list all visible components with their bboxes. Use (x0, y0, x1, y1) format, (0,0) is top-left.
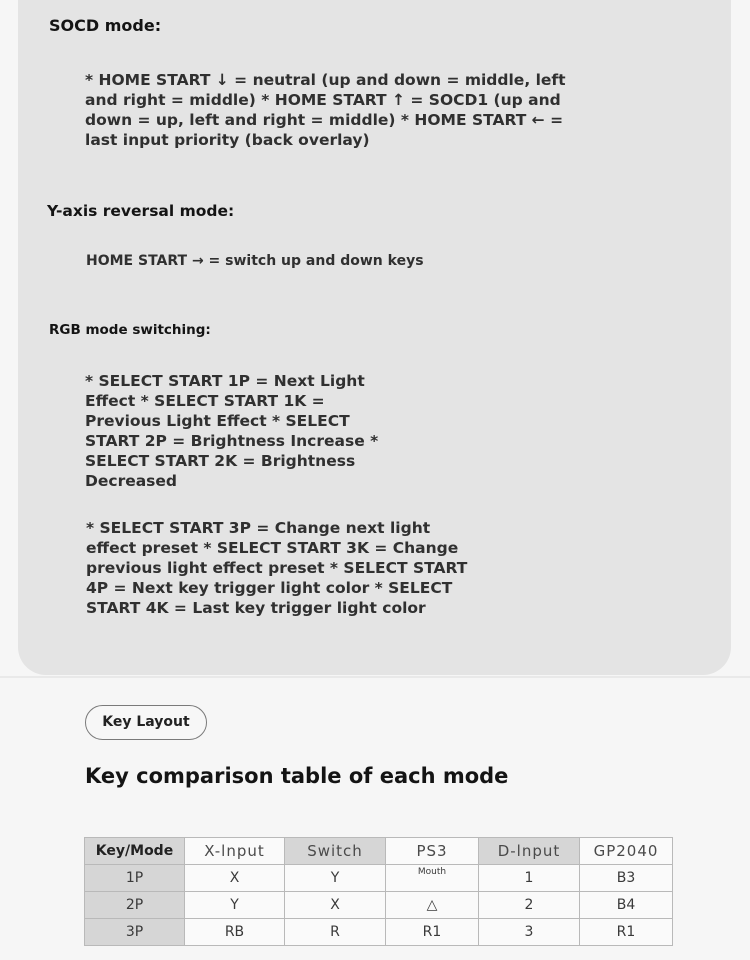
table-row (85, 865, 673, 892)
rgb2-line-2: effect preset * SELECT START 3K = Change (86, 539, 459, 557)
cell-switch: R (285, 919, 386, 946)
table-row (85, 892, 673, 919)
cell-ps3: Mouth (386, 865, 479, 892)
cell-d-input: 2 (479, 892, 580, 919)
row-key: 2P (85, 892, 185, 919)
rgb1-line-2: Effect * SELECT START 1K = (85, 392, 325, 410)
table-row (85, 919, 673, 946)
section-divider (0, 676, 750, 678)
rgb1-line-1: * SELECT START 1P = Next Light (85, 372, 365, 390)
rgb2-line-4: 4P = Next key trigger light color * SELECT (86, 579, 453, 597)
rgb2-line-3: previous light effect preset * SELECT START (86, 559, 468, 577)
cell-switch: X (285, 892, 386, 919)
header-x-input: X-lnput (185, 838, 285, 865)
yaxis-heading: Y-axis reversal mode: (47, 202, 235, 220)
socd-line-4: last input priority (back overlay) (85, 131, 370, 149)
key-comparison-table (84, 837, 673, 946)
table-header-row (85, 838, 673, 865)
cell-x-input: Y (185, 892, 285, 919)
cell-switch: Y (285, 865, 386, 892)
row-key: 1P (85, 865, 185, 892)
socd-line-1: * HOME START ↓ = neutral (up and down = middle, left (85, 71, 566, 89)
rgb-heading: RGB mode switching: (49, 322, 211, 338)
key-layout-button[interactable]: Key Layout (85, 705, 207, 740)
cell-gp2040: B3 (580, 865, 673, 892)
header-gp2040: GP2040 (580, 838, 673, 865)
header-d-input: D-lnput (479, 838, 580, 865)
socd-line-3: down = up, left and right = middle) * HOME START ← = (85, 111, 564, 129)
cell-gp2040: R1 (580, 919, 673, 946)
rgb2-line-5: START 4K = Last key trigger light color (86, 599, 426, 617)
rgb1-line-3: Previous Light Effect * SELECT (85, 412, 350, 430)
table-title: Key comparison table of each mode (85, 764, 509, 788)
cell-d-input: 3 (479, 919, 580, 946)
cell-ps3: R1 (386, 919, 479, 946)
rgb2-line-1: * SELECT START 3P = Change next light (86, 519, 431, 537)
cell-x-input: X (185, 865, 285, 892)
rgb1-line-5: SELECT START 2K = Brightness (85, 452, 356, 470)
yaxis-description: HOME START → = switch up and down keys (86, 253, 424, 269)
cell-ps3: △ (386, 892, 479, 919)
cell-x-input: RB (185, 919, 285, 946)
rgb1-line-4: START 2P = Brightness Increase * (85, 432, 379, 450)
rgb1-line-6: Decreased (85, 472, 178, 490)
cell-gp2040: B4 (580, 892, 673, 919)
socd-line-2: and right = middle) * HOME START ↑ = SOCD1 (up and (85, 91, 561, 109)
socd-heading: SOCD mode: (49, 16, 162, 35)
header-ps3: PS3 (386, 838, 479, 865)
row-key: 3P (85, 919, 185, 946)
cell-d-input: 1 (479, 865, 580, 892)
header-key-mode: Key/Mode (85, 838, 185, 865)
header-switch: Switch (285, 838, 386, 865)
